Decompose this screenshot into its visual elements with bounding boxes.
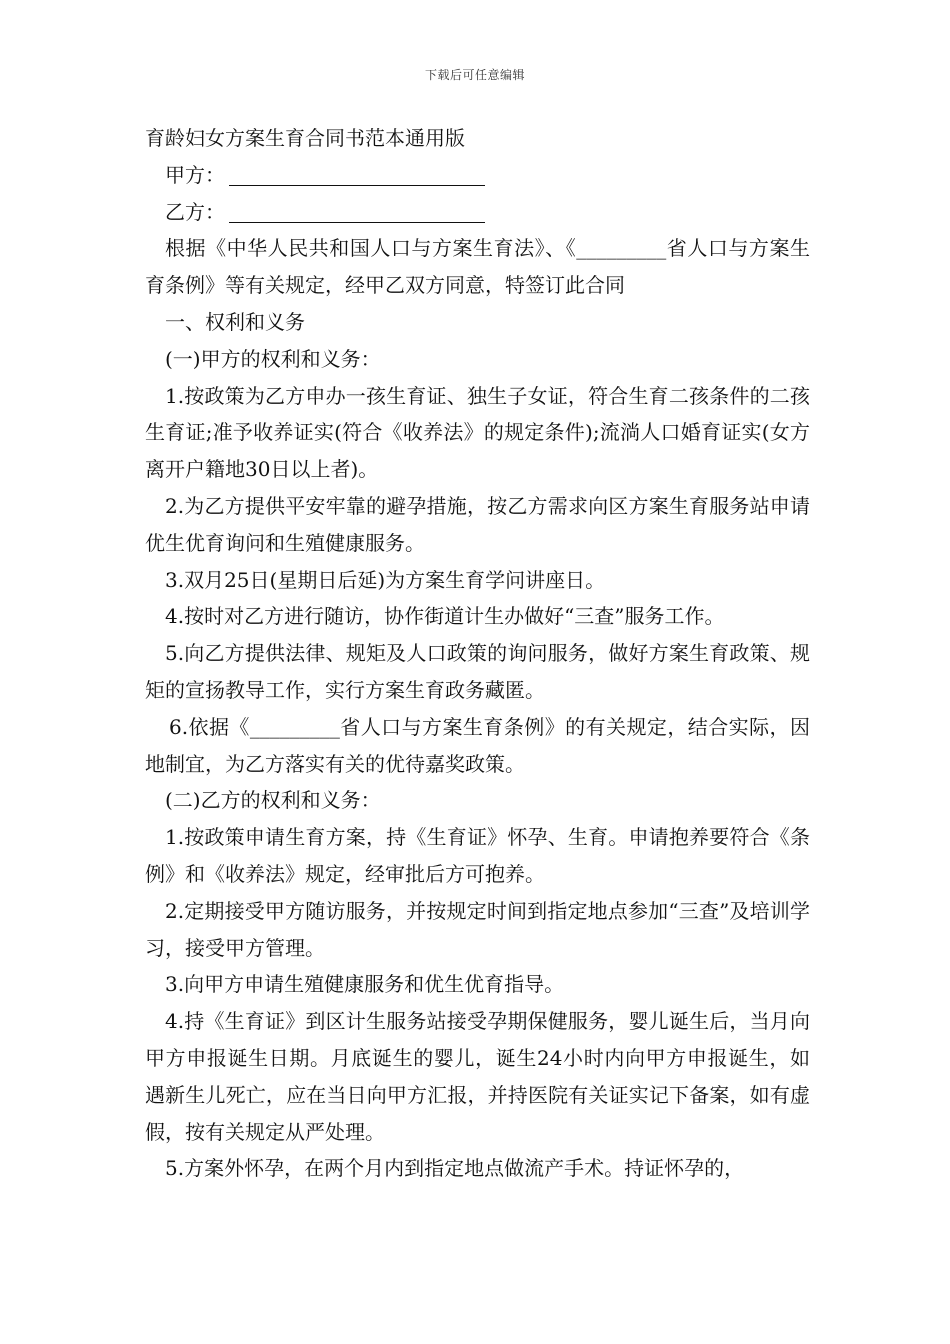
party-b-clause-1: 1.按政策申请生育方案，持《生育证》怀孕、生育。申请抱养要符合《条例》和《收养法》规定，经审批后方可抱养。: [145, 825, 810, 886]
party-b-blank: [229, 200, 485, 223]
party-b-clause-2: 2.定期接受甲方随访服务，并按规定时间到指定地点参加“三查”及培训学习，接受甲方管理。: [145, 898, 810, 960]
party-a-clause-2: 2.为乙方提供平安牢靠的避孕措施，按乙方需求向区方案生育服务站申请优生优育询问和生殖健康服务。: [145, 493, 810, 555]
party-a-label: 甲方：: [165, 162, 225, 187]
party-a-clause-6: 6.依据《_________省人口与方案生育条例》的有关规定，结合实际，因地制宜，为乙方落实有关的优待嘉奖政策。: [145, 714, 810, 776]
party-a-clause-4: 4.按时对乙方进行随访，协作街道计生办做好“三查”服务工作。: [165, 604, 725, 629]
party-b-clause-5: 5.方案外怀孕，在两个月内到指定地点做流产手术。持证怀孕的，: [165, 1156, 745, 1181]
party-a-line: [145, 157, 810, 194]
subsection-heading-party-b: (二)乙方的权利和义务：: [165, 788, 381, 813]
document-body: [145, 120, 810, 1187]
document-title: 育龄妇女方案生育合同书范本通用版: [145, 126, 465, 150]
subsection-heading-party-a: (一)甲方的权利和义务：: [165, 346, 381, 371]
party-b-clause-4: 4.持《生育证》到区计生服务站接受孕期保健服务，婴儿诞生后，当月向甲方申报诞生日期。月底诞生的婴儿，诞生24小时内向甲方申报诞生，如遇新生儿死亡，应在当日向甲方汇报，并持医院有关证实记下备案，如有虚假，按有关规定从严处理。: [145, 1009, 810, 1144]
page-header: 下载后可任意编辑: [424, 68, 525, 82]
party-a-clause-1: 1.按政策为乙方申办一孩生育证、独生子女证，符合生育二孩条件的二孩生育证;准予收养证实(符合《收养法》的规定条件);流淌人口婚育证实(女方离开户籍地30日以上者)。: [145, 383, 810, 482]
section-heading-rights: 一、权利和义务: [165, 309, 305, 334]
party-b-clause-3: 3.向甲方申请生殖健康服务和优生优育指导。: [165, 972, 565, 997]
party-b-label: 乙方：: [165, 199, 225, 224]
party-a-blank: [229, 163, 485, 186]
party-a-clause-3: 3.双月25日(星期日后延)为方案生育学问讲座日。: [165, 567, 606, 592]
party-b-line: [145, 194, 810, 231]
party-a-clause-5: 5.向乙方提供法律、规矩及人口政策的询问服务，做好方案生育政策、规矩的宣扬教导工作，实行方案生育政务藏匿。: [145, 641, 810, 702]
intro-paragraph: 根据《中华人民共和国人口与方案生育法》、《_________省人口与方案生育条例》等有关规定，经甲乙双方同意，特签订此合同: [145, 236, 810, 298]
